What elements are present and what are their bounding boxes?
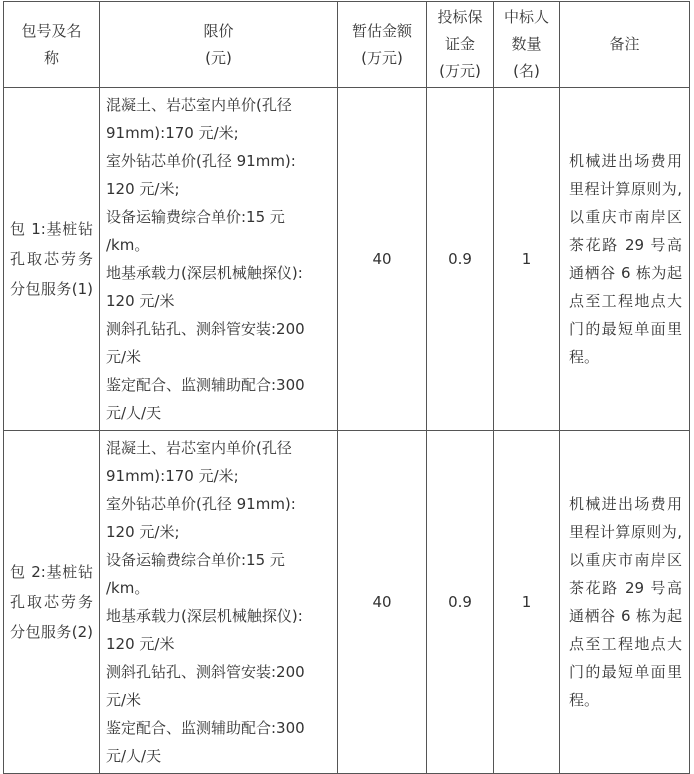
winner-count-cell: 1 bbox=[494, 431, 560, 774]
package-name-cell: 包 2:基桩钻孔取芯劳务分包服务(2) bbox=[4, 431, 100, 774]
remarks-cell: 机械进出场费用里程计算原则为,以重庆市南岸区茶花路 29 号高通栖谷 6 栋为起点至工程地点大门的最短单面里程。 bbox=[560, 88, 690, 431]
bid-bond-cell: 0.9 bbox=[427, 431, 494, 774]
estimated-amount-cell: 40 bbox=[338, 431, 427, 774]
remarks-cell: 机械进出场费用里程计算原则为,以重庆市南岸区茶花路 29 号高通栖谷 6 栋为起点至工程地点大门的最短单面里程。 bbox=[560, 431, 690, 774]
price-limit-cell: 混凝土、岩芯室内单价(孔径 91mm):170 元/米; 室外钻芯单价(孔径 91mm): 120 元/米; 设备运输费综合单价:15 元 /km。 地基承载力(深层机械触探仪): 120 元/米 测斜孔钻孔、测斜管安装:200 元/米 鉴定配合、监测辅助配合:300 元/人/天 bbox=[100, 88, 338, 431]
header-winner-count: 中标人 数量 (名) bbox=[494, 2, 560, 88]
package-name-cell: 包 1:基桩钻孔取芯劳务分包服务(1) bbox=[4, 88, 100, 431]
price-limit-cell: 混凝土、岩芯室内单价(孔径 91mm):170 元/米; 室外钻芯单价(孔径 91mm): 120 元/米; 设备运输费综合单价:15 元 /km。 地基承载力(深层机械触探仪): 120 元/米 测斜孔钻孔、测斜管安装:200 元/米 鉴定配合、监测辅助配合:300 元/人/天 bbox=[100, 431, 338, 774]
procurement-table bbox=[3, 1, 690, 774]
header-price-limit: 限价 (元) bbox=[100, 2, 338, 88]
header-estimated-amount: 暂估金额 (万元) bbox=[338, 2, 427, 88]
winner-count-cell: 1 bbox=[494, 88, 560, 431]
table-row bbox=[4, 88, 690, 431]
bid-bond-cell: 0.9 bbox=[427, 88, 494, 431]
table-header-row bbox=[4, 2, 690, 88]
estimated-amount-cell: 40 bbox=[338, 88, 427, 431]
header-remarks: 备注 bbox=[560, 2, 690, 88]
table-row bbox=[4, 431, 690, 774]
header-bid-bond: 投标保 证金 (万元) bbox=[427, 2, 494, 88]
header-package-name: 包号及名 称 bbox=[4, 2, 100, 88]
